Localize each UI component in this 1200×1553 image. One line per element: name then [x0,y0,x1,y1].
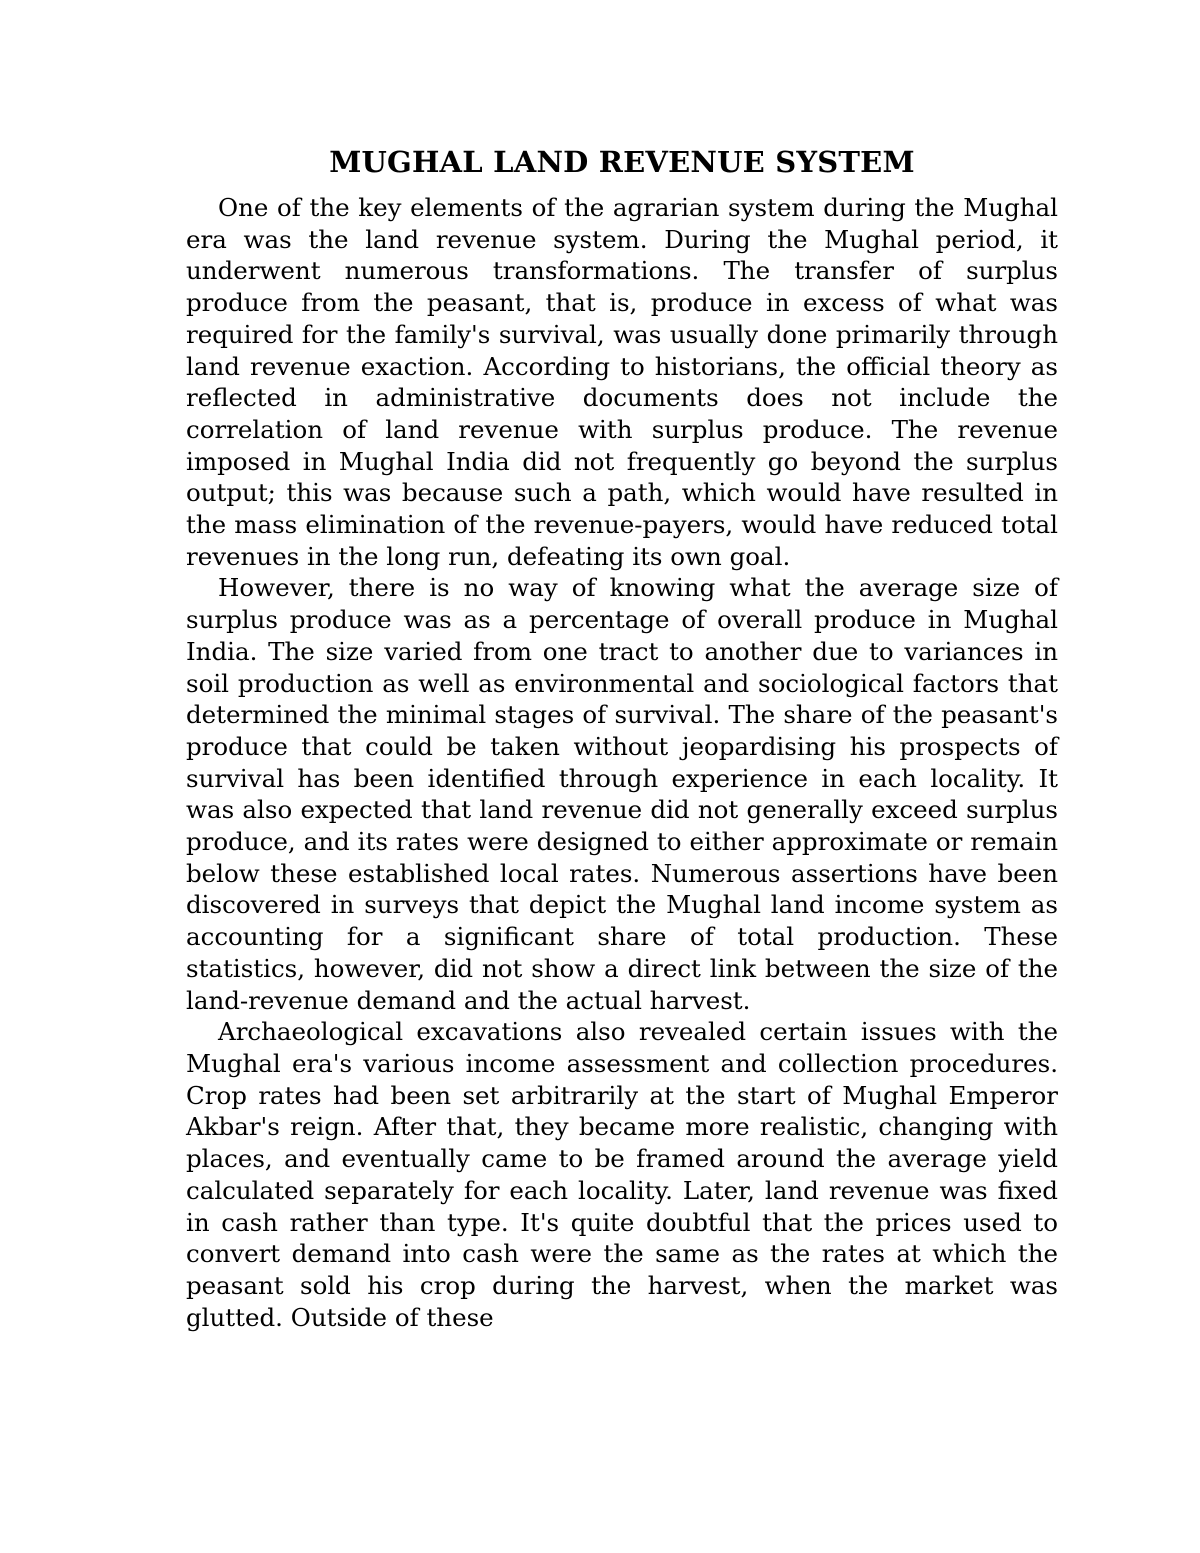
document-title: MUGHAL LAND REVENUE SYSTEM [329,145,915,179]
document-page [186,140,1058,1333]
paragraph-1: One of the key elements of the agrarian system during the Mughal era was the land revenue system. During the Mughal period, it underwent numerous transformations. The transfer of surplus produce from the peasant, that is, produce in excess of what was required for the family's survival, was usually done primarily through land revenue exaction. According to historians, the official theory as reflected in administrative documents does not include the correlation of land revenue with surplus produce. The revenue imposed in Mughal India did not frequently go beyond the surplus output; this was because such a path, which would have resulted in the mass elimination of the revenue-payers, would have reduced total revenues in the long run, defeating its own goal. [186,193,1058,571]
paragraph-2: However, there is no way of knowing what the average size of surplus produce was as a percentage of overall produce in Mughal India. The size varied from one tract to another due to variances in soil production as well as environmental and sociological factors that determined the minimal stages of survival. The share of the peasant's produce that could be taken without jeopardising his prospects of survival has been identified through experience in each locality. It was also expected that land revenue did not generally exceed surplus produce, and its rates were designed to either approximate or remain below these established local rates. Numerous assertions have been discovered in surveys that depict the Mughal land income system as accounting for a significant share of total production. These statistics, however, did not show a direct link between the size of the land-revenue demand and the actual harvest. [186,573,1058,1015]
paragraph-3: Archaeological excavations also revealed certain issues with the Mughal era's various income assessment and collection procedures. Crop rates had been set arbitrarily at the start of Mughal Emperor Akbar's reign. After that, they became more realistic, changing with places, and eventually came to be framed around the average yield calculated separately for each locality. Later, land revenue was fixed in cash rather than type. It's quite doubtful that the prices used to convert demand into cash were the same as the rates at which the peasant sold his crop during the harvest, when the market was glutted. Outside of these [186,1017,1058,1332]
